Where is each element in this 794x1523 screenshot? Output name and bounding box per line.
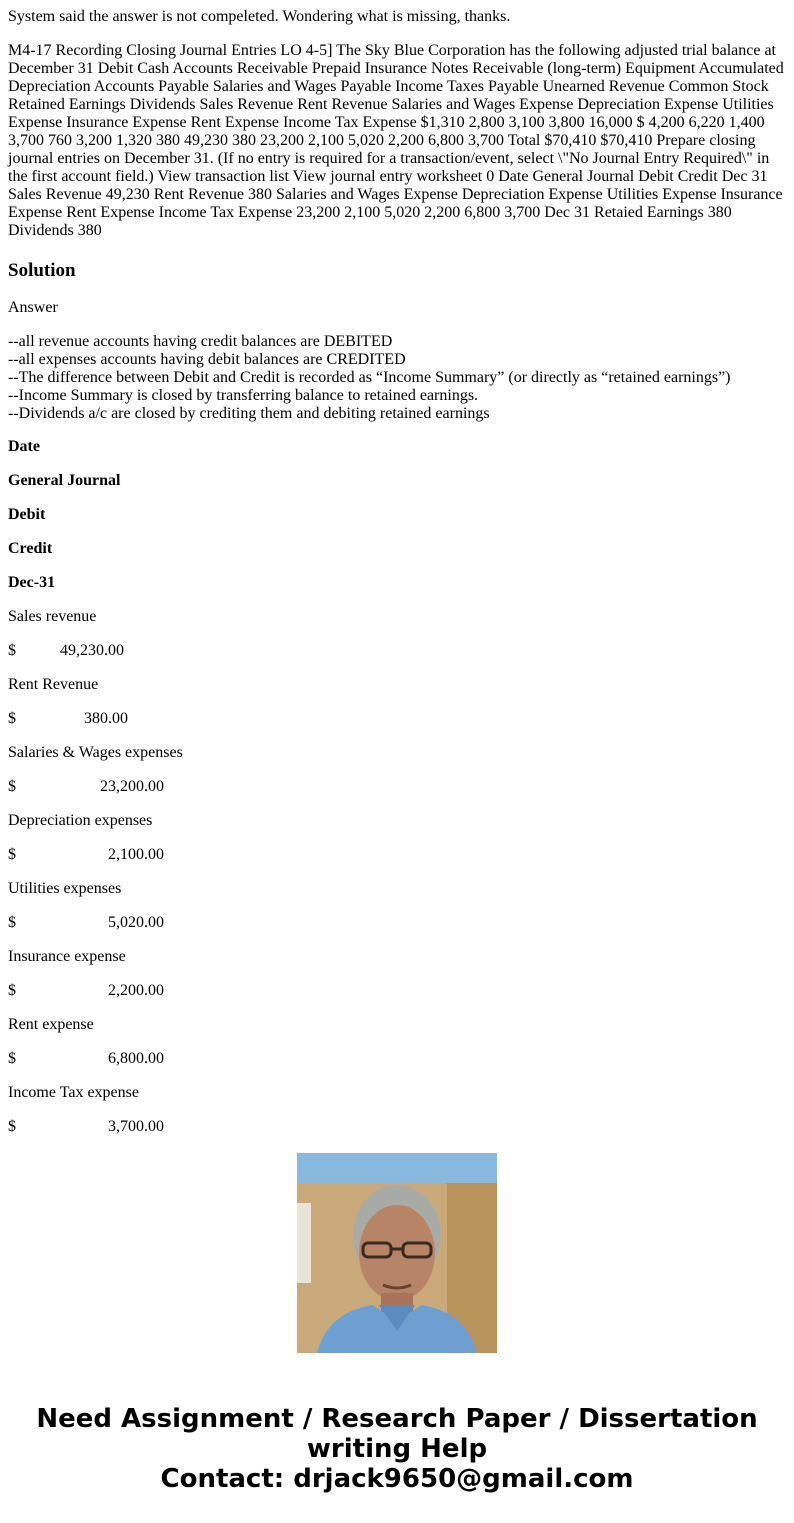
entry-account: Sales revenue [8,608,97,625]
date-header: Date [8,438,40,455]
promo-line: writing Help [306,1434,488,1464]
entry-account: Depreciation expenses [8,812,153,829]
entry-account: Utilities expenses [8,880,122,897]
journal-entries [8,438,786,1135]
entry-amount: $ 380.00 [8,710,128,727]
date-value: Dec-31 [8,574,56,591]
promo-line: Need Assignment / Research Paper / Dissertation [36,1404,758,1434]
rule-line: --all revenue accounts having credit balances are DEBITED [8,333,393,350]
rule-line: --all expenses accounts having debit balances are CREDITED [8,351,406,368]
entry-account: Insurance expense [8,948,126,965]
rule-line: --The difference between Debit and Credit is recorded as “Income Summary” (or directly as “retained earnings”) [8,369,731,386]
general-journal-header: General Journal [8,472,121,489]
author-portrait-image [297,1153,497,1353]
closing-rules [8,333,786,423]
entry-amount: $ 23,200.00 [8,778,164,795]
entry-amount: $ 6,800.00 [8,1050,164,1067]
question-text: M4-17 Recording Closing Journal Entries LO 4-5] The Sky Blue Corporation has the following adjusted trial balance at December 31 Debit Cash Accounts Receivable Prepaid Insurance Notes Receivable (long-term) Equipment Accumulated Depreciation Accounts Payable Salaries and Wages Payable Income Taxes Payable Unearned Revenue Common Stock Retained Earnings Dividends Sales Revenue Rent Revenue Salaries and Wages Expense Depreciation Expense Utilities Expense Insurance Expense Rent Expense Income Tax Expense $1,310 2,800 3,100 3,800 16,000 $ 4,200 6,220 1,400 3,700 760 3,200 1,320 380 49,230 380 23,200 2,100 5,020 2,200 6,800 3,700 Total $70,410 $70,410 Prepare closing journal entries on December 31. (If no entry is required for a transaction/event, select \"No Journal Entry Required\" in the first account field.) View transaction list View journal entry worksheet 0 Date General Journal Debit Credit Dec 31 Sales Revenue 49,230 Rent Revenue 380 Salaries and Wages Expense Depreciation Expense Utilities Expense Insurance Expense Rent Expense Income Tax Expense 23,200 2,100 5,020 2,200 6,800 3,700 Dec 31 Retaied Earnings 380 Dividends 380 [8,42,784,239]
author-photo [297,1153,497,1353]
credit-header: Credit [8,540,53,557]
entry-amount: $ 2,100.00 [8,846,164,863]
entry-amount: $ 3,700.00 [8,1118,164,1135]
promo-contact: Contact: drjack9650@gmail.com [160,1464,634,1494]
entry-amount: $ 5,020.00 [8,914,164,931]
answer-label: Answer [8,299,58,316]
rule-line: --Income Summary is closed by transferring balance to retained earnings. [8,387,479,404]
promo-banner [0,1404,794,1494]
entry-account: Rent expense [8,1016,94,1033]
solution-heading: Solution [8,260,76,281]
entry-amount: $ 2,200.00 [8,982,164,999]
entry-account: Salaries & Wages expenses [8,744,183,761]
entry-account: Rent Revenue [8,676,99,693]
entry-amount: $ 49,230.00 [8,642,124,659]
rule-line: --Dividends a/c are closed by crediting them and debiting retained earnings [8,405,490,422]
entry-account: Income Tax expense [8,1084,139,1101]
question-note: System said the answer is not compeleted. Wondering what is missing, thanks. [8,8,511,25]
debit-header: Debit [8,506,46,523]
